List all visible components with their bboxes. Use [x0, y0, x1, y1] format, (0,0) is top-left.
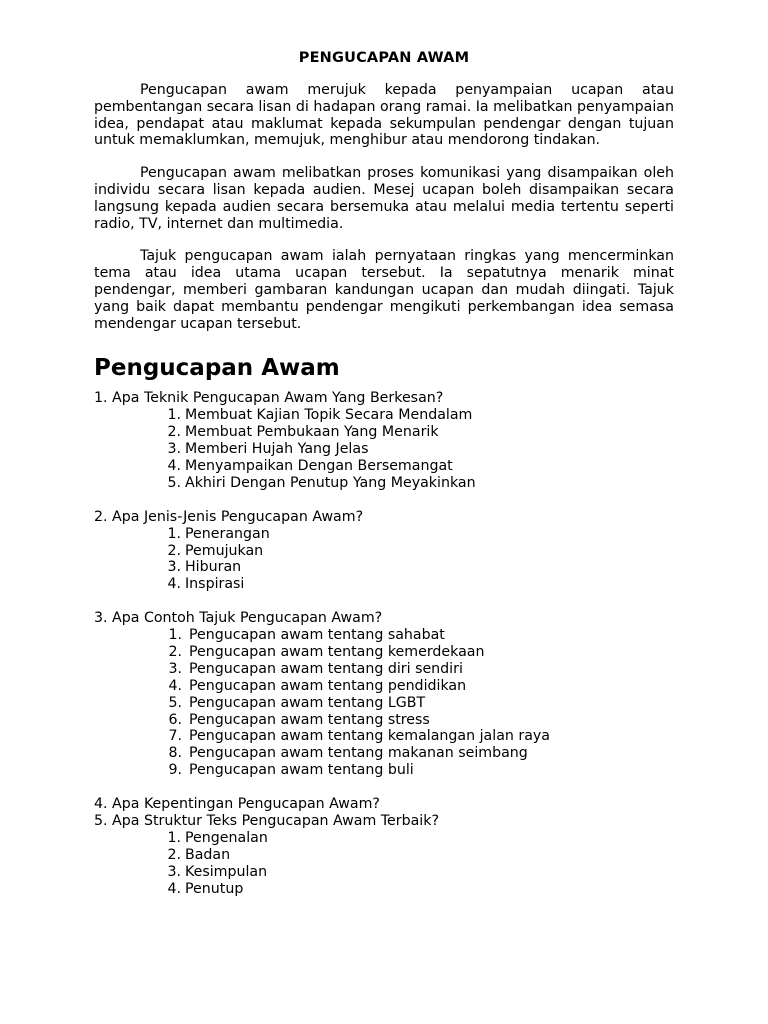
paragraph-process: Pengucapan awam melibatkan proses komunikasi yang disampaikan oleh individu secara lisan kepada audien. Mesej ucapan boleh disampaikan secara langsung kepada audien secara bersemuka atau melalui media tertentu seperti radio, TV, internet dan multimedia. [94, 165, 674, 232]
list-item: 4. Pengucapan awam tentang pendidikan [168, 677, 467, 694]
list-item: 4. Menyampaikan Dengan Bersemangat [167, 457, 453, 474]
list-item: 6. Pengucapan awam tentang stress [168, 711, 430, 728]
list-item: 2. Pemujukan [167, 542, 264, 559]
list-item: 7. Pengucapan awam tentang kemalangan jalan raya [168, 728, 551, 745]
question-1-list [94, 407, 674, 492]
list-item: 3. Pengucapan awam tentang diri sendiri [168, 660, 463, 677]
question-5-list [94, 830, 674, 898]
document-page [94, 48, 674, 898]
list-item: 2. Membuat Pembukaan Yang Menarik [167, 424, 439, 441]
question-3-list [94, 627, 674, 779]
question-4: 4. Apa Kepentingan Pengucapan Awam? [94, 796, 380, 813]
list-item: 3. Memberi Hujah Yang Jelas [167, 441, 369, 458]
list-item: 4. Inspirasi [167, 576, 245, 593]
list-item: 1. Pengenalan [167, 829, 268, 846]
paragraph-title-description: Tajuk pengucapan awam ialah pernyataan ringkas yang mencerminkan tema atau idea utama ucapan tersebut. Ia sepatutnya menarik minat pendengar, memberi gambaran kandungan ucapan dan mudah diingati. Tajuk yang baik dapat membantu pendengar mengikuti perkembangan idea semasa mendengar ucapan tersebut. [94, 248, 674, 332]
list-item: 3. Hiburan [167, 559, 242, 576]
list-item: 2. Badan [167, 846, 231, 863]
list-item: 1. Penerangan [167, 525, 270, 542]
list-item: 9. Pengucapan awam tentang buli [168, 762, 414, 779]
list-item: 3. Kesimpulan [167, 863, 268, 880]
question-5: 5. Apa Struktur Teks Pengucapan Awam Terbaik? [94, 812, 439, 829]
question-3: 3. Apa Contoh Tajuk Pengucapan Awam? [94, 610, 383, 627]
list-item: 5. Akhiri Dengan Penutup Yang Meyakinkan [167, 474, 476, 491]
question-1: 1. Apa Teknik Pengucapan Awam Yang Berkesan? [94, 390, 444, 407]
paragraph-definition: Pengucapan awam merujuk kepada penyampaian ucapan atau pembentangan secara lisan di hadapan orang ramai. Ia melibatkan penyampaian idea, pendapat atau maklumat kepada sekumpulan pendengar dengan tujuan untuk memaklumkan, memujuk, menghibur atau mendorong tindakan. [94, 82, 674, 149]
list-item: 8. Pengucapan awam tentang makanan seimbang [168, 745, 528, 762]
list-item: 2. Pengucapan awam tentang kemerdekaan [168, 643, 485, 660]
list-item: 5. Pengucapan awam tentang LGBT [168, 694, 426, 711]
question-2: 2. Apa Jenis-Jenis Pengucapan Awam? [94, 508, 364, 525]
section-heading: Pengucapan Awam [94, 355, 340, 382]
question-2-list [94, 526, 674, 594]
document-title: PENGUCAPAN AWAM [298, 50, 470, 66]
list-item: 1. Pengucapan awam tentang sahabat [168, 627, 445, 644]
list-item: 1. Membuat Kajian Topik Secara Mendalam [167, 407, 473, 424]
list-item: 4. Penutup [167, 880, 244, 897]
